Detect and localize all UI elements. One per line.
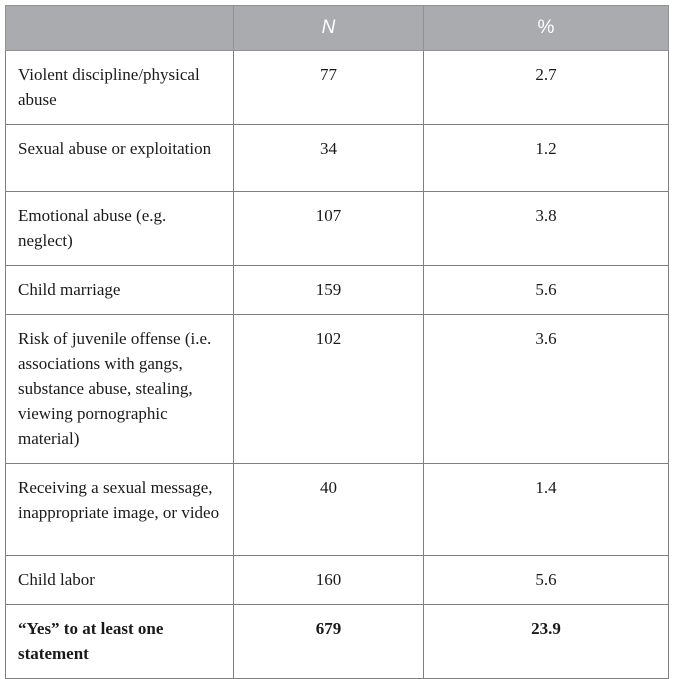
row-n: 107 <box>234 192 424 266</box>
row-label: Child labor <box>6 556 234 605</box>
table-row <box>6 266 669 315</box>
table-row <box>6 464 669 556</box>
table-body <box>6 51 669 679</box>
table-row <box>6 556 669 605</box>
row-percent: 5.6 <box>424 556 669 605</box>
row-percent: 1.2 <box>424 125 669 192</box>
header-row <box>6 6 669 51</box>
row-percent: 1.4 <box>424 464 669 556</box>
row-label: Risk of juvenile offense (i.e. associations with gangs, substance abuse, stealing, viewing pornographic material) <box>6 315 234 464</box>
row-label: Sexual abuse or exploitation <box>6 125 234 192</box>
header-empty <box>6 6 234 51</box>
row-label: Receiving a sexual message, inappropriate image, or video <box>6 464 234 556</box>
row-label: Emotional abuse (e.g. neglect) <box>6 192 234 266</box>
table-row <box>6 192 669 266</box>
row-n: 102 <box>234 315 424 464</box>
table-header <box>6 6 669 51</box>
row-percent: 3.6 <box>424 315 669 464</box>
row-n: 159 <box>234 266 424 315</box>
header-n: N <box>234 6 424 51</box>
data-table <box>5 5 669 679</box>
table-row <box>6 51 669 125</box>
total-n: 679 <box>234 605 424 679</box>
row-percent: 2.7 <box>424 51 669 125</box>
total-label: “Yes” to at least one statement <box>6 605 234 679</box>
table-row <box>6 315 669 464</box>
row-n: 160 <box>234 556 424 605</box>
row-label: Violent discipline/physical abuse <box>6 51 234 125</box>
row-n: 34 <box>234 125 424 192</box>
row-percent: 5.6 <box>424 266 669 315</box>
row-n: 40 <box>234 464 424 556</box>
row-percent: 3.8 <box>424 192 669 266</box>
row-n: 77 <box>234 51 424 125</box>
total-percent: 23.9 <box>424 605 669 679</box>
header-percent: % <box>424 6 669 51</box>
table-row <box>6 125 669 192</box>
table-row-total <box>6 605 669 679</box>
row-label: Child marriage <box>6 266 234 315</box>
